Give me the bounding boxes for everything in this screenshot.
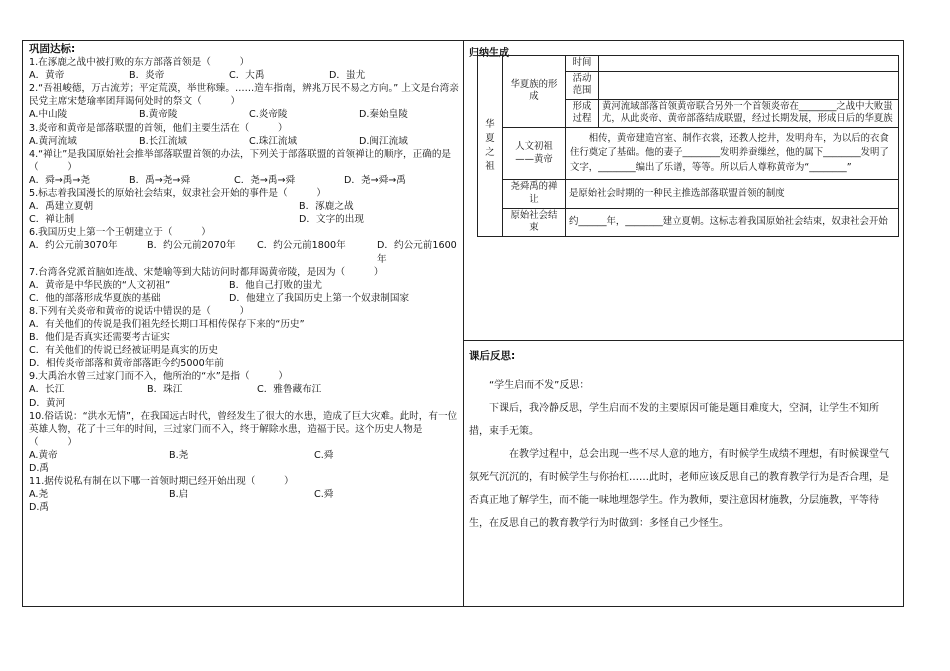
option: D．蚩尤 [329, 70, 366, 82]
option: C.舜 [314, 489, 334, 501]
option: C．大禹 [229, 70, 265, 82]
option: B．涿鹿之战 [299, 201, 354, 213]
row-divider [463, 340, 904, 341]
option: B．他们是否真实还需要考古证实 [29, 332, 170, 344]
option: A.黄河流域 [29, 135, 77, 147]
option: B.启 [169, 489, 189, 501]
option: A．禹建立夏朝 [29, 201, 94, 213]
question-options [29, 239, 459, 265]
renwen-text: 相传，黄帝建造宫室、制作衣裳，还教人挖井，发明舟车，为以后的衣食住行奠定了基础。他的妻子________发明养蚕缫丝，他的属下________发明了文字，________编出了乐谱，等等。所以后人尊称黄帝为“________” [566, 127, 899, 180]
option: D．相传炎帝部落和黄帝部落距今约5000年前 [29, 358, 224, 370]
option: D.禹 [29, 502, 50, 514]
option: C．约公元前1800年 [257, 240, 346, 252]
end-label: 原始社会结束 [503, 208, 566, 236]
option: D.闽江流域 [359, 135, 408, 147]
question-options [29, 69, 459, 82]
summary-table [477, 55, 899, 237]
option: D．黄河 [29, 397, 66, 409]
option: A.中山陵 [29, 109, 68, 121]
question-options [29, 174, 459, 187]
option: D.秦始皇陵 [359, 109, 408, 121]
process-label: 形成过程 [566, 99, 599, 127]
option: B．禹→尧→舜 [129, 174, 191, 186]
option: D．他建立了我国历史上第一个奴隶制国家 [229, 292, 410, 304]
option: C.珠江流域 [249, 135, 298, 147]
option: B．珠江 [147, 384, 183, 396]
question-stem: 1.在涿鹿之战中被打败的东方部落首领是（ ） [29, 57, 250, 69]
option: D．文字的出现 [299, 214, 364, 226]
option: A．有关他们的传说是我们祖先经长期口耳相传保存下来的“历史” [29, 318, 305, 330]
option: A.尧 [29, 489, 49, 501]
area-cell [599, 71, 899, 99]
option: A．约公元前3070年 [29, 240, 118, 252]
section-heading: 巩固达标: [29, 43, 76, 55]
option: C．有关他们的传说已经被证明是真实的历史 [29, 345, 218, 357]
question-options [29, 135, 459, 148]
option: D.禹 [29, 463, 50, 474]
option: B.长江流域 [139, 135, 188, 147]
summary-title: 归纳生成 [469, 48, 509, 59]
question-options [29, 383, 459, 396]
option: C.舜 [314, 449, 334, 461]
option: B．炎帝 [129, 70, 165, 82]
end-text: 约______年，________建立夏朝。这标志着我国原始社会结束，奴隶社会开始 [566, 208, 899, 236]
reflection-title: 课后反思: [469, 350, 516, 362]
option: B．约公元前2070年 [147, 240, 236, 252]
option: B.尧 [169, 449, 189, 461]
reflection-section [469, 345, 897, 535]
question-stem: 11.据传说私有制在以下哪一首领时期已经开始出现（ ） [29, 476, 294, 488]
area-label: 活动范围 [566, 71, 599, 99]
question-options [29, 488, 459, 501]
question-options [29, 200, 459, 213]
option: B．他自己打败的蚩尤 [229, 279, 322, 291]
option: A．长江 [29, 384, 65, 396]
option: A.黄帝 [29, 449, 58, 461]
question-stem: 9.大禹治水曾三过家门而不入，他所治的“水”是指（ ） [29, 371, 288, 383]
reflection-paragraph: 下课后，我冷静反思，学生启而不发的主要原因可能是题目难度大，空洞，让学生不知所措，束手无策。 [469, 403, 879, 437]
question-options [29, 449, 459, 462]
option: D．尧→舜→禹 [344, 174, 406, 186]
worksheet-frame [22, 40, 904, 607]
reflection-subtitle: “学生启而不发”反思： [489, 380, 590, 391]
option: C.炎帝陵 [249, 109, 288, 121]
time-cell [599, 56, 899, 72]
option: C．禅让制 [29, 214, 75, 226]
option: B.黄帝陵 [139, 109, 178, 121]
question-stem: 4.“禅让”是我国原始社会推举部落联盟首领的办法，下列关于部落联盟的首领禅让的顺序，正确的是（ ） [29, 148, 452, 173]
question-stem: 10.俗话说：“洪水无情”，在我国远古时代，曾经发生了很大的水患，造成了巨大灾难。此时，有一位英雄人物，花了十三年的时间，三过家门而不入，终于解除水患，造福于民。这个历史人物是（ ） [29, 410, 458, 448]
ancestor-label: 华夏之祖 [478, 56, 503, 237]
option: D．约公元前1600年 [377, 240, 457, 265]
question-stem: 8.下列有关炎帝和黄帝的说话中错误的是（ ） [29, 305, 250, 317]
question-stem: 3.炎帝和黄帝是部落联盟的首领，他们主要生活在（ ） [29, 122, 288, 134]
option: C．他的部落形成华夏族的基础 [29, 292, 161, 304]
question-options [29, 279, 459, 292]
column-divider [463, 41, 464, 606]
reflection-paragraph: 在教学过程中，总会出现一些不尽人意的地方，有时候学生成绩不理想，有时候课堂气氛死气沉沉的，有时候学生与你抬杠……此时，老师应该反思自己的教育教学行为是否合理，是否真正地了解学生，而不能一味地埋怨学生。作为教师，要注意因材施教，分层施教，平等待生，在反思自己的教育教学行为时做到：多怪自己少怪生。 [469, 449, 889, 529]
shanrang-text: 是原始社会时期的一种民主推选部落联盟首领的制度 [566, 180, 899, 208]
question-stem: 7.台湾各党派首脑如连战、宋楚喻等到大陆访问时都拜谒黄帝陵，是因为（ ） [29, 266, 384, 278]
option: A．黄帝是中华民族的“人文初祖” [29, 279, 171, 291]
time-label: 时间 [566, 56, 599, 72]
option: C．尧→禹→舜 [234, 174, 296, 186]
huaxia-label: 华夏族的形成 [503, 56, 566, 128]
question-stem: 6.我国历史上第一个王朝建立于（ ） [29, 227, 211, 239]
option: A．舜→禹→尧 [29, 174, 91, 186]
question-stem: 2.“吾祖峻德，万古流芳；平定荒漠，举世称臻。……造车指南，辨兆万民不易之方向。” 上文是台湾亲民党主席宋楚瑜率团拜谒何处时的祭文（ ） [29, 83, 459, 108]
question-options [29, 108, 459, 121]
option: A．黄帝 [29, 70, 65, 82]
option: C．雅鲁藏布江 [257, 384, 322, 396]
consolidation-exercises [29, 43, 459, 514]
shanrang-label: 尧舜禹的禅让 [503, 180, 566, 208]
renwen-label: 人文初祖——黄帝 [503, 127, 566, 180]
question-options [29, 292, 459, 305]
question-options [29, 213, 459, 226]
question-stem: 5.标志着我国漫长的原始社会结束，奴隶社会开始的事件是（ ） [29, 188, 326, 200]
process-text: 黄河流域部落首领黄帝联合另外一个首领炎帝在________之战中大败蚩尤，从此炎帝、黄帝部落结成联盟，经过长期发展，形成日后的华夏族 [599, 99, 899, 127]
